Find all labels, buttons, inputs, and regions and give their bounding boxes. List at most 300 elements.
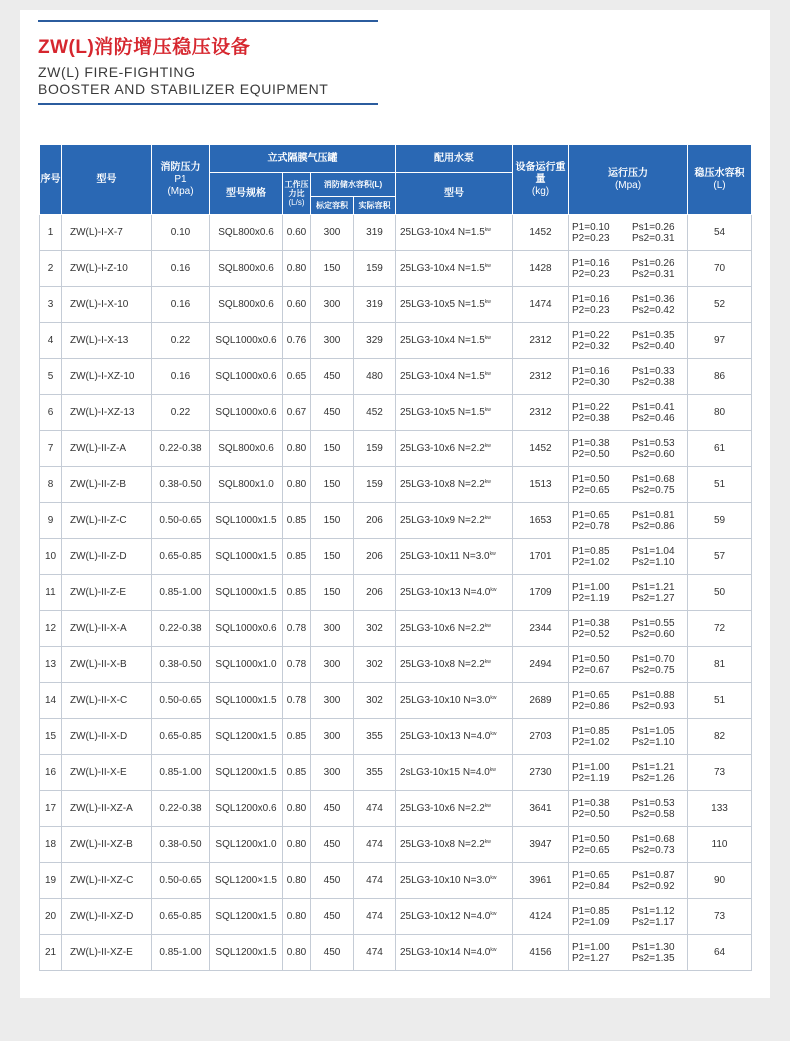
cell-op-pressure	[569, 719, 688, 755]
cell-pump	[396, 863, 513, 899]
cell-actual-volume: 159	[354, 467, 396, 503]
cell-weight: 1474	[513, 287, 569, 323]
cell-actual-volume: 206	[354, 575, 396, 611]
cell-work-ratio: 0.80	[283, 935, 311, 971]
cell-seq: 6	[40, 395, 62, 431]
cell-stab-volume: 52	[688, 287, 752, 323]
cell-model: ZW(L)-II-XZ-E	[62, 935, 152, 971]
ps2-value: Ps2=0.46	[632, 412, 675, 424]
cell-model: ZW(L)-II-XZ-A	[62, 791, 152, 827]
cell-weight: 3961	[513, 863, 569, 899]
table-header	[40, 145, 752, 215]
cell-actual-volume: 206	[354, 503, 396, 539]
p1-value: P1=0.50	[572, 473, 610, 485]
pump-power-unit: kw	[490, 731, 497, 737]
cell-model: ZW(L)-II-Z-C	[62, 503, 152, 539]
cell-actual-volume: 480	[354, 359, 396, 395]
table-row	[40, 395, 752, 431]
pump-model: 25LG3-10x8 N=2.2	[400, 839, 485, 850]
pump-power-unit: kw	[484, 659, 491, 665]
ps2-value: Ps2=0.58	[632, 808, 675, 820]
cell-seq: 8	[40, 467, 62, 503]
cell-tank-spec: SQL1200x1.5	[210, 755, 283, 791]
ps2-value: Ps2=0.92	[632, 880, 675, 892]
op-pressure-values	[572, 762, 687, 784]
cell-fire-pressure: 0.50-0.65	[152, 863, 210, 899]
cell-seq: 4	[40, 323, 62, 359]
p2-value: P2=1.02	[572, 736, 610, 748]
ps1-value: Ps1=1.21	[632, 581, 675, 593]
p2-value: P2=0.78	[572, 520, 610, 532]
cell-stab-volume: 86	[688, 359, 752, 395]
p2-value: P2=0.23	[572, 268, 610, 280]
header-stab-volume	[688, 145, 752, 215]
header-work-ratio-label: 工作压力比	[284, 180, 309, 198]
cell-fire-pressure: 0.22-0.38	[152, 431, 210, 467]
p1-value: P1=0.16	[572, 293, 610, 305]
cell-actual-volume: 302	[354, 647, 396, 683]
pump-model: 25LG3-10x10 N=3.0	[400, 695, 491, 706]
cell-tank-spec: SQL800x0.6	[210, 215, 283, 251]
pump-power-unit: kw	[484, 479, 491, 485]
ps1-value: Ps1=0.53	[632, 797, 675, 809]
cell-weight: 3947	[513, 827, 569, 863]
header-op-pressure-label: 运行压力	[608, 167, 648, 179]
cell-tank-spec: SQL800x0.6	[210, 287, 283, 323]
ps1-value: Ps1=0.68	[632, 473, 675, 485]
pump-power-unit: kw	[484, 263, 491, 269]
op-pressure-values	[572, 582, 687, 604]
cell-stab-volume: 133	[688, 791, 752, 827]
cell-weight: 1709	[513, 575, 569, 611]
cell-model: ZW(L)-II-X-D	[62, 719, 152, 755]
cell-weight: 1653	[513, 503, 569, 539]
cell-rated-volume: 450	[311, 791, 354, 827]
cell-model: ZW(L)-II-Z-B	[62, 467, 152, 503]
cell-fire-pressure: 0.22	[152, 323, 210, 359]
cell-stab-volume: 59	[688, 503, 752, 539]
cell-rated-volume: 450	[311, 395, 354, 431]
cell-weight: 2494	[513, 647, 569, 683]
table-row	[40, 899, 752, 935]
table-row	[40, 863, 752, 899]
cell-pump	[396, 323, 513, 359]
cell-pump	[396, 251, 513, 287]
pump-model: 25LG3-10x6 N=2.2	[400, 803, 485, 814]
header-weight	[513, 145, 569, 215]
cell-seq: 14	[40, 683, 62, 719]
cell-op-pressure	[569, 539, 688, 575]
cell-seq: 20	[40, 899, 62, 935]
pump-model: 25LG3-10x13 N=4.0	[400, 731, 491, 742]
op-pressure-values	[572, 870, 687, 892]
op-pressure-values	[572, 258, 687, 280]
cell-model: ZW(L)-II-Z-D	[62, 539, 152, 575]
table-row	[40, 683, 752, 719]
header-op-pressure	[569, 145, 688, 215]
p2-value: P2=0.23	[572, 304, 610, 316]
table-row	[40, 647, 752, 683]
ps2-value: Ps2=1.35	[632, 952, 675, 964]
p2-value: P2=1.19	[572, 772, 610, 784]
op-pressure-values	[572, 834, 687, 856]
pump-power-unit: kw	[490, 587, 497, 593]
cell-op-pressure	[569, 683, 688, 719]
cell-work-ratio: 0.80	[283, 899, 311, 935]
cell-pump	[396, 359, 513, 395]
table-row	[40, 755, 752, 791]
p2-value: P2=0.86	[572, 700, 610, 712]
cell-pump	[396, 827, 513, 863]
cell-fire-pressure: 0.85-1.00	[152, 575, 210, 611]
p2-value: P2=0.32	[572, 340, 610, 352]
header-bottom-rule	[38, 103, 378, 105]
ps2-value: Ps2=1.26	[632, 772, 675, 784]
cell-seq: 13	[40, 647, 62, 683]
cell-actual-volume: 329	[354, 323, 396, 359]
cell-fire-pressure: 0.85-1.00	[152, 935, 210, 971]
cell-work-ratio: 0.80	[283, 791, 311, 827]
cell-rated-volume: 150	[311, 467, 354, 503]
p2-value: P2=0.84	[572, 880, 610, 892]
cell-model: ZW(L)-II-X-E	[62, 755, 152, 791]
cell-fire-pressure: 0.16	[152, 359, 210, 395]
cell-stab-volume: 54	[688, 215, 752, 251]
pump-model: 25LG3-10x5 N=1.5	[400, 299, 485, 310]
cell-seq: 17	[40, 791, 62, 827]
cell-fire-pressure: 0.10	[152, 215, 210, 251]
cell-op-pressure	[569, 791, 688, 827]
cell-model: ZW(L)-II-X-A	[62, 611, 152, 647]
cell-tank-spec: SQL1200x0.6	[210, 791, 283, 827]
p1-value: P1=0.38	[572, 617, 610, 629]
cell-stab-volume: 72	[688, 611, 752, 647]
cell-seq: 18	[40, 827, 62, 863]
ps1-value: Ps1=0.68	[632, 833, 675, 845]
p1-value: P1=0.16	[572, 365, 610, 377]
cell-stab-volume: 82	[688, 719, 752, 755]
cell-rated-volume: 150	[311, 539, 354, 575]
cell-pump	[396, 791, 513, 827]
cell-model: ZW(L)-II-XZ-D	[62, 899, 152, 935]
header-seq: 序号	[40, 145, 62, 215]
cell-op-pressure	[569, 647, 688, 683]
pump-power-unit: kw	[484, 371, 491, 377]
table-row	[40, 215, 752, 251]
cell-actual-volume: 159	[354, 251, 396, 287]
cell-actual-volume: 452	[354, 395, 396, 431]
cell-pump	[396, 935, 513, 971]
table-row	[40, 935, 752, 971]
pump-power-unit: kw	[484, 227, 491, 233]
header-weight-unit: (kg)	[531, 185, 550, 197]
pump-model: 25LG3-10x4 N=1.5	[400, 227, 485, 238]
cell-model: ZW(L)-II-X-C	[62, 683, 152, 719]
p1-value: P1=0.65	[572, 509, 610, 521]
cell-work-ratio: 0.80	[283, 827, 311, 863]
p2-value: P2=1.02	[572, 556, 610, 568]
cell-actual-volume: 474	[354, 899, 396, 935]
header-tank-group: 立式隔膜气压罐	[210, 145, 396, 173]
table-row	[40, 287, 752, 323]
cell-seq: 1	[40, 215, 62, 251]
header-rated-volume: 标定容积	[311, 197, 354, 215]
cell-tank-spec: SQL1000x0.6	[210, 395, 283, 431]
cell-pump	[396, 575, 513, 611]
cell-pump	[396, 431, 513, 467]
cell-fire-pressure: 0.50-0.65	[152, 503, 210, 539]
cell-rated-volume: 450	[311, 935, 354, 971]
cell-actual-volume: 474	[354, 791, 396, 827]
cell-model: ZW(L)-II-XZ-B	[62, 827, 152, 863]
cell-fire-pressure: 0.38-0.50	[152, 647, 210, 683]
cell-work-ratio: 0.85	[283, 539, 311, 575]
ps1-value: Ps1=1.05	[632, 725, 675, 737]
cell-model: ZW(L)-II-X-B	[62, 647, 152, 683]
cell-rated-volume: 450	[311, 359, 354, 395]
cell-actual-volume: 319	[354, 215, 396, 251]
cell-actual-volume: 159	[354, 431, 396, 467]
cell-tank-spec: SQL800x0.6	[210, 251, 283, 287]
pump-model: 25LG3-10x14 N=4.0	[400, 947, 491, 958]
ps2-value: Ps2=0.60	[632, 448, 675, 460]
cell-fire-pressure: 0.22	[152, 395, 210, 431]
cell-op-pressure	[569, 215, 688, 251]
p1-value: P1=1.00	[572, 761, 610, 773]
table-body	[40, 215, 752, 971]
cell-pump	[396, 719, 513, 755]
pump-model: 25LG3-10x4 N=1.5	[400, 335, 485, 346]
cell-model: ZW(L)-I-XZ-10	[62, 359, 152, 395]
pump-power-unit: kw	[484, 623, 491, 629]
cell-weight: 2703	[513, 719, 569, 755]
cell-stab-volume: 70	[688, 251, 752, 287]
cell-seq: 15	[40, 719, 62, 755]
cell-fire-pressure: 0.16	[152, 287, 210, 323]
p1-value: P1=0.22	[572, 329, 610, 341]
ps2-value: Ps2=0.40	[632, 340, 675, 352]
cell-rated-volume: 300	[311, 287, 354, 323]
table-row	[40, 467, 752, 503]
cell-seq: 12	[40, 611, 62, 647]
cell-stab-volume: 50	[688, 575, 752, 611]
cell-tank-spec: SQL1000x0.6	[210, 323, 283, 359]
cell-model: ZW(L)-I-X-13	[62, 323, 152, 359]
p1-value: P1=0.16	[572, 257, 610, 269]
header-work-ratio-unit: (L/s)	[288, 198, 305, 207]
cell-seq: 16	[40, 755, 62, 791]
cell-work-ratio: 0.85	[283, 719, 311, 755]
cell-pump	[396, 539, 513, 575]
cell-stab-volume: 64	[688, 935, 752, 971]
cell-pump	[396, 611, 513, 647]
op-pressure-values	[572, 690, 687, 712]
cell-tank-spec: SQL1200x1.5	[210, 899, 283, 935]
pump-model: 25LG3-10x12 N=4.0	[400, 911, 491, 922]
cell-weight: 3641	[513, 791, 569, 827]
p1-value: P1=0.85	[572, 545, 610, 557]
cell-work-ratio: 0.80	[283, 431, 311, 467]
cell-op-pressure	[569, 251, 688, 287]
pump-model: 25LG3-10x5 N=1.5	[400, 407, 485, 418]
ps1-value: Ps1=0.41	[632, 401, 675, 413]
cell-stab-volume: 97	[688, 323, 752, 359]
pump-model: 25LG3-10x4 N=1.5	[400, 371, 485, 382]
cell-model: ZW(L)-II-Z-A	[62, 431, 152, 467]
cell-tank-spec: SQL1200x1.0	[210, 827, 283, 863]
cell-tank-spec: SQL1000x1.5	[210, 683, 283, 719]
cell-weight: 2344	[513, 611, 569, 647]
cell-model: ZW(L)-I-Z-10	[62, 251, 152, 287]
cell-fire-pressure: 0.65-0.85	[152, 719, 210, 755]
cell-tank-spec: SQL1200×1.5	[210, 863, 283, 899]
cell-seq: 2	[40, 251, 62, 287]
ps1-value: Ps1=0.26	[632, 257, 675, 269]
pump-model: 25LG3-10x6 N=2.2	[400, 623, 485, 634]
cell-weight: 2312	[513, 395, 569, 431]
p1-value: P1=0.85	[572, 905, 610, 917]
cell-op-pressure	[569, 575, 688, 611]
cell-rated-volume: 150	[311, 575, 354, 611]
cell-actual-volume: 474	[354, 863, 396, 899]
cell-rated-volume: 450	[311, 863, 354, 899]
cell-fire-pressure: 0.65-0.85	[152, 899, 210, 935]
p1-value: P1=0.85	[572, 725, 610, 737]
cell-op-pressure	[569, 467, 688, 503]
cell-weight: 4124	[513, 899, 569, 935]
cell-rated-volume: 150	[311, 251, 354, 287]
p2-value: P2=0.67	[572, 664, 610, 676]
op-pressure-values	[572, 366, 687, 388]
header-top-rule	[38, 20, 378, 22]
cell-model: ZW(L)-I-XZ-13	[62, 395, 152, 431]
cell-tank-spec: SQL1200x1.5	[210, 935, 283, 971]
p1-value: P1=0.38	[572, 797, 610, 809]
ps1-value: Ps1=1.04	[632, 545, 675, 557]
p2-value: P2=0.30	[572, 376, 610, 388]
cell-op-pressure	[569, 323, 688, 359]
ps2-value: Ps2=0.38	[632, 376, 675, 388]
ps2-value: Ps2=1.10	[632, 736, 675, 748]
cell-rated-volume: 450	[311, 899, 354, 935]
ps1-value: Ps1=0.81	[632, 509, 675, 521]
op-pressure-values	[572, 618, 687, 640]
cell-tank-spec: SQL1000x1.5	[210, 503, 283, 539]
pump-power-unit: kw	[484, 839, 491, 845]
op-pressure-values	[572, 438, 687, 460]
document-card	[20, 10, 770, 998]
ps2-value: Ps2=1.27	[632, 592, 675, 604]
cell-rated-volume: 300	[311, 611, 354, 647]
op-pressure-values	[572, 546, 687, 568]
header-pump-group: 配用水泵	[396, 145, 513, 173]
cell-tank-spec: SQL1000x1.0	[210, 647, 283, 683]
cell-op-pressure	[569, 899, 688, 935]
cell-tank-spec: SQL1200x1.5	[210, 719, 283, 755]
pump-power-unit: kw	[489, 767, 496, 773]
cell-rated-volume: 150	[311, 431, 354, 467]
pump-power-unit: kw	[484, 335, 491, 341]
cell-pump	[396, 467, 513, 503]
cell-rated-volume: 300	[311, 683, 354, 719]
cell-work-ratio: 0.78	[283, 683, 311, 719]
cell-work-ratio: 0.76	[283, 323, 311, 359]
ps1-value: Ps1=0.70	[632, 653, 675, 665]
cell-stab-volume: 51	[688, 683, 752, 719]
cell-tank-spec: SQL1000x0.6	[210, 611, 283, 647]
table-row	[40, 719, 752, 755]
cell-actual-volume: 206	[354, 539, 396, 575]
cell-op-pressure	[569, 431, 688, 467]
page-title-en-line2: BOOSTER AND STABILIZER EQUIPMENT	[38, 81, 329, 97]
ps1-value: Ps1=1.30	[632, 941, 675, 953]
cell-rated-volume: 300	[311, 323, 354, 359]
p2-value: P2=0.38	[572, 412, 610, 424]
cell-pump	[396, 287, 513, 323]
cell-work-ratio: 0.80	[283, 467, 311, 503]
p1-value: P1=1.00	[572, 581, 610, 593]
cell-op-pressure	[569, 395, 688, 431]
cell-seq: 10	[40, 539, 62, 575]
ps2-value: Ps2=0.73	[632, 844, 675, 856]
cell-work-ratio: 0.60	[283, 215, 311, 251]
cell-work-ratio: 0.85	[283, 503, 311, 539]
pump-power-unit: kw	[484, 803, 491, 809]
cell-pump	[396, 755, 513, 791]
cell-actual-volume: 302	[354, 683, 396, 719]
op-pressure-values	[572, 906, 687, 928]
ps1-value: Ps1=0.36	[632, 293, 675, 305]
cell-weight: 2312	[513, 359, 569, 395]
op-pressure-values	[572, 402, 687, 424]
p2-value: P2=0.65	[572, 484, 610, 496]
cell-rated-volume: 150	[311, 503, 354, 539]
pump-power-unit: kw	[484, 407, 491, 413]
ps1-value: Ps1=0.88	[632, 689, 675, 701]
ps1-value: Ps1=0.87	[632, 869, 675, 881]
ps2-value: Ps2=1.10	[632, 556, 675, 568]
op-pressure-values	[572, 294, 687, 316]
table-row	[40, 503, 752, 539]
page-title-en	[38, 64, 328, 98]
cell-work-ratio: 0.80	[283, 863, 311, 899]
cell-fire-pressure: 0.65-0.85	[152, 539, 210, 575]
cell-rated-volume: 300	[311, 215, 354, 251]
cell-weight: 2312	[513, 323, 569, 359]
cell-work-ratio: 0.85	[283, 575, 311, 611]
cell-tank-spec: SQL800x1.0	[210, 467, 283, 503]
header-stab-volume-label: 稳压水容积	[694, 167, 745, 179]
table-row	[40, 251, 752, 287]
table-row	[40, 827, 752, 863]
pump-model: 25LG3-10x4 N=1.5	[400, 263, 485, 274]
cell-actual-volume: 302	[354, 611, 396, 647]
cell-op-pressure	[569, 503, 688, 539]
spec-table	[39, 144, 752, 971]
cell-model: ZW(L)-I-X-10	[62, 287, 152, 323]
p1-value: P1=1.00	[572, 941, 610, 953]
cell-stab-volume: 81	[688, 647, 752, 683]
ps2-value: Ps2=0.75	[632, 484, 675, 496]
table-row	[40, 431, 752, 467]
cell-pump	[396, 683, 513, 719]
ps1-value: Ps1=0.55	[632, 617, 675, 629]
cell-weight: 1452	[513, 215, 569, 251]
cell-fire-pressure: 0.22-0.38	[152, 611, 210, 647]
pump-model: 25LG3-10x8 N=2.2	[400, 479, 485, 490]
cell-rated-volume: 300	[311, 647, 354, 683]
cell-rated-volume: 300	[311, 719, 354, 755]
